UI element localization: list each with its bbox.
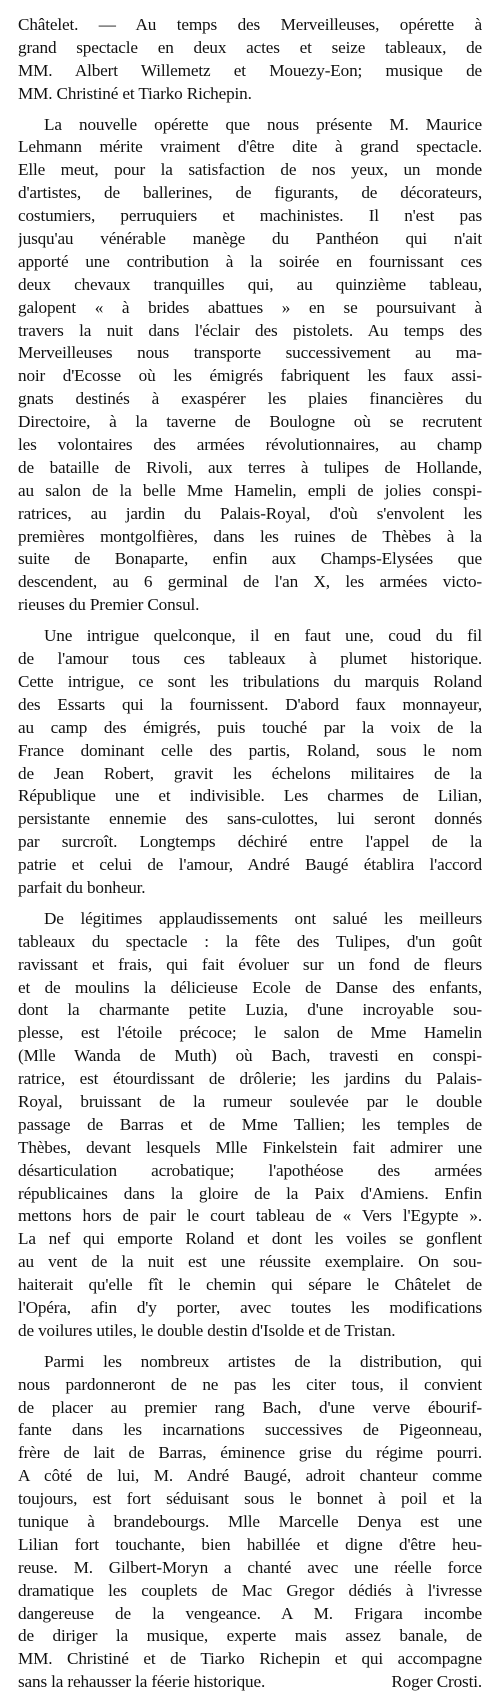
- text-line: désarticulation acrobatique; l'apothéose des armées: [18, 1160, 482, 1180]
- text-line: costumiers, perruquiers et machinistes. Il n'est pas: [18, 206, 482, 226]
- header-line: MM. Christiné et Tiarko Richepin.: [18, 83, 252, 103]
- text-line: Lehmann mérite vraiment d'être dite à grand spectacle.: [18, 137, 482, 157]
- text-line: parfait du bonheur.: [18, 877, 146, 897]
- text-line: et de moulins la délicieuse Ecole de Danse des enfants,: [18, 977, 482, 997]
- text-line: au camp des émigrés, puis touché par la voix de la: [18, 717, 482, 737]
- text-line: tunique à brandebourgs. Mlle Marcelle Denya est une: [18, 1512, 482, 1531]
- text-line: mettons hors de pair le court tableau de « Vers l'Egypte ».: [18, 1206, 482, 1226]
- text-line: jusqu'au vénérable manège du Panthéon qui n'ait: [18, 229, 482, 249]
- text-line: MM. Christiné et de Tiarko Richepin et qui accompagne: [18, 1649, 482, 1669]
- text-line: fante dans les incarnations successives de Pigeonneau,: [18, 1420, 482, 1440]
- header-line: MM. Albert Willemetz et Mouezy-Eon; musique de: [18, 60, 482, 80]
- text-line: plesse, est l'étoile précoce; le salon de Mme Hamelin: [18, 1023, 482, 1043]
- text-line: toujours, est fort séduisant sous le bonnet à poil et la: [18, 1489, 482, 1509]
- text-line: d'artistes, de ballerines, de figurants, de décorateurs,: [18, 183, 482, 203]
- text-line: galopent « à brides abattues » en se poursuivant à: [18, 297, 482, 317]
- final-text: sans la rehausser la féerie historique.: [18, 1672, 266, 1692]
- paragraph: [18, 114, 482, 618]
- text-line: Thèbes, devant lesquels Mlle Finkelstein fait admirer une: [18, 1137, 482, 1157]
- header-line: Châtelet. — Au temps des Merveilleuses, opérette à: [18, 15, 482, 34]
- article-signature-row: [18, 1671, 482, 1694]
- text-line: Lilian fort touchante, bien habillée et digne d'être heu-: [18, 1534, 482, 1554]
- text-line: au salon de la belle Mme Hamelin, empli de jolies conspi-: [18, 480, 482, 500]
- paragraph: [18, 1351, 482, 1671]
- text-line: par surcroît. Longtemps déchiré entre l'appel de la: [18, 832, 482, 852]
- text-line: (Mlle Wanda de Muth) où Bach, travesti en conspi-: [18, 1046, 482, 1066]
- text-line: Une intrigue quelconque, il en faut une, coud du fil: [44, 626, 482, 646]
- text-line: A côté de lui, M. André Baugé, adroit chanteur comme: [18, 1466, 482, 1486]
- paragraph: [18, 625, 482, 900]
- text-line: de bataille de Rivoli, aux terres à tulipes de Hollande,: [18, 457, 482, 477]
- text-line: premières montgolfières, dans les ruines de Thèbes à la: [18, 526, 482, 546]
- text-line: rieuses du Premier Consul.: [18, 595, 200, 615]
- text-line: au vent de la nuit est une réussite exemplaire. On sou-: [18, 1252, 482, 1272]
- text-line: dramatique les couplets de Mac Gregor dédiés à l'ivresse: [18, 1580, 482, 1600]
- text-line: patrie et celui de l'amour, André Baugé établira l'accord: [18, 855, 482, 875]
- text-line: Merveilleuses nous transporte successivement au ma-: [18, 343, 482, 363]
- text-line: persistante ennemie des sans-culottes, lui seront donnés: [18, 809, 482, 829]
- text-line: l'Opéra, afin d'y porter, avec toutes les modifications: [18, 1297, 482, 1317]
- text-line: haiterait qu'elle fît le chemin qui sépare le Châtelet de: [18, 1275, 482, 1295]
- text-line: nous pardonneront de ne pas les citer tous, il convient: [18, 1374, 482, 1394]
- text-line: républicaines dans la gloire de la Paix d'Amiens. Enfin: [18, 1183, 482, 1203]
- text-line: de voilures utiles, le double destin d'Isolde et de Tristan.: [18, 1320, 396, 1340]
- text-line: Elle meut, pour la satisfaction de nos yeux, un monde: [18, 160, 482, 180]
- text-line: descendent, au 6 germinal de l'an X, les armées victo-: [18, 572, 482, 592]
- article-body: [18, 114, 482, 1672]
- text-line: gnats destinés à exaspérer les plaies financières du: [18, 389, 482, 409]
- text-line: De légitimes applaudissements ont salué les meilleurs: [44, 908, 482, 928]
- text-line: République une et indivisible. Les charmes de Lilian,: [18, 786, 482, 806]
- text-line: reuse. M. Gilbert-Moryn a chanté avec une réelle force: [18, 1557, 482, 1577]
- text-line: France dominant celle des partis, Roland, sous le nom: [18, 740, 482, 760]
- text-line: travers la nuit dans l'éclair des pistolets. Au temps des: [18, 320, 482, 340]
- header-line: grand spectacle en deux actes et seize tableaux, de: [18, 37, 482, 57]
- text-line: La nef qui emporte Roland et dont les voiles se gonflent: [18, 1229, 482, 1249]
- text-line: Royal, bruissant de la rumeur soulevée par le double: [18, 1091, 482, 1111]
- text-line: de diriger la musique, experte mais assez banale, de: [18, 1626, 482, 1646]
- text-line: passage de Barras et de Mme Tallien; les temples de: [18, 1114, 482, 1134]
- text-line: Directoire, à la taverne de Boulogne où se recrutent: [18, 412, 482, 432]
- text-line: Parmi les nombreux artistes de la distribution, qui: [44, 1351, 482, 1371]
- text-line: La nouvelle opérette que nous présente M. Maurice: [44, 114, 482, 134]
- text-line: deux chevaux tranquilles qui, au quinzième tableau,: [18, 274, 482, 294]
- article-header: [18, 14, 482, 106]
- text-line: noir d'Ecosse où les émigrés fabriquent les faux assi-: [18, 366, 482, 386]
- text-line: de l'amour tous ces tableaux à plumet historique.: [18, 649, 482, 669]
- text-line: ravissant et frais, qui fait évoluer sur un fond de fleurs: [18, 954, 482, 974]
- text-line: suite de Bonaparte, enfin aux Champs-Elysées que: [18, 549, 482, 569]
- signature-line: [18, 1671, 482, 1694]
- text-line: apporté une contribution à la soirée en fournissant ces: [18, 251, 482, 271]
- paragraph: [18, 908, 482, 1343]
- text-line: dont la charmante petite Luzia, d'une incroyable sou-: [18, 1000, 482, 1020]
- text-line: ratrice, est étourdissant de drôlerie; les jardins du Palais-: [18, 1069, 482, 1089]
- text-line: des Essarts qui la fournissent. D'abord faux monnayeur,: [18, 694, 482, 714]
- text-line: les volontaires des armées révolutionnaires, au champ: [18, 435, 482, 455]
- author-signature: Roger Crosti.: [391, 1672, 482, 1692]
- text-line: de placer au premier rang Bach, d'une verve ébourif-: [18, 1397, 482, 1417]
- text-line: tableaux du spectacle : la fête des Tulipes, d'un goût: [18, 931, 482, 951]
- text-line: Cette intrigue, ce sont les tribulations du marquis Roland: [18, 671, 482, 691]
- text-line: de Jean Robert, gravit les échelons militaires de la: [18, 763, 482, 783]
- text-line: frère de lait de Barras, éminence grise du régime pourri.: [18, 1443, 482, 1463]
- text-line: ratrices, au jardin du Palais-Royal, d'où s'envolent les: [18, 503, 482, 523]
- text-line: dangereuse de la vengeance. A M. Frigara incombe: [18, 1603, 482, 1623]
